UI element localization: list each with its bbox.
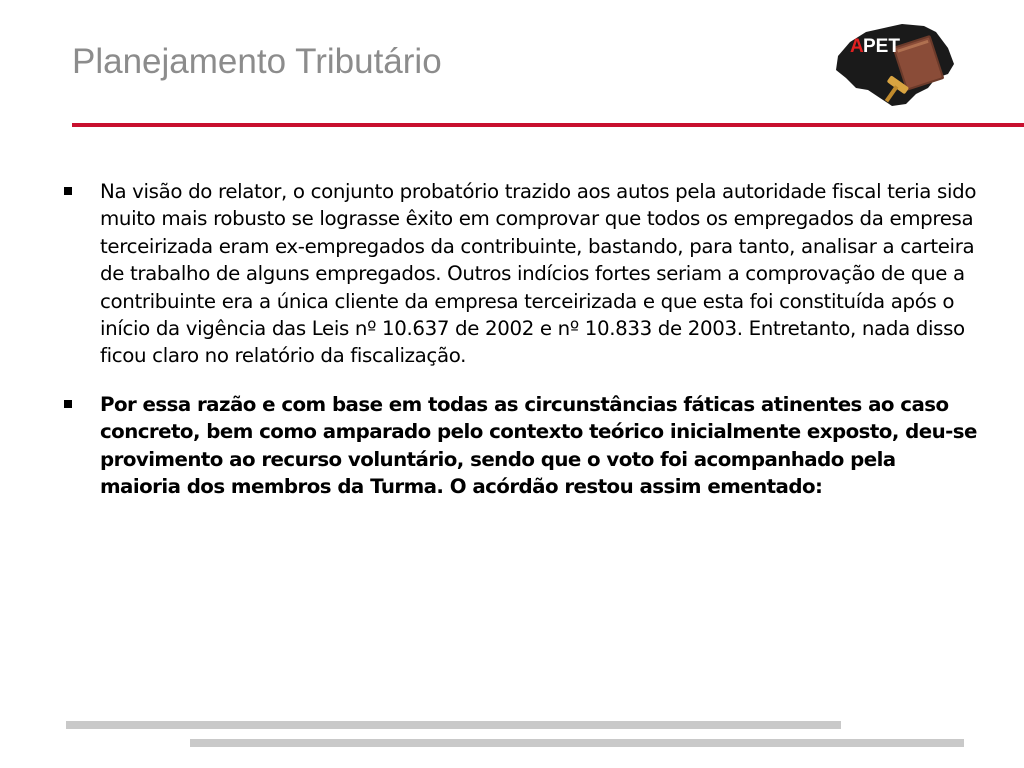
logo-text-accent: A: [850, 36, 864, 57]
bullet-item: [62, 178, 982, 370]
apet-logo: [832, 18, 956, 110]
slide-title: Planejamento Tributário: [72, 42, 442, 81]
footer-bar-lower: [190, 739, 964, 747]
apet-logo-icon: [832, 18, 956, 110]
square-bullet-icon: [64, 187, 72, 195]
logo-text-rest: PET: [863, 36, 900, 57]
bullet-item: [62, 391, 982, 501]
footer-bar-upper: [66, 721, 841, 729]
slide-body: [62, 178, 982, 500]
title-underline: [72, 123, 1024, 127]
square-bullet-icon: [64, 400, 72, 408]
bullet-text: Por essa razão e com base em todas as circunstâncias fáticas atinentes ao caso concreto, bem como amparado pelo contexto teórico inicialmente exposto, deu-se provimento ao recurso voluntário, sendo que o voto foi acompanhado pela maioria dos membros da Turma. O acórdão restou assim ementado:: [100, 392, 977, 499]
bullet-text: Na visão do relator, o conjunto probatório trazido aos autos pela autoridade fiscal teria sido muito mais robusto se lograsse êxito em comprovar que todos os empregados da empresa terceirizada eram ex-empregados da contribuinte, bastando, para tanto, analisar a carteira de trabalho de alguns empregados. Outros indícios fortes seriam a comprovação de que a contribuinte era a única cliente da empresa terceirizada e que esta foi constituída após o início da vigência das Leis nº 10.637 de 2002 e nº 10.833 de 2003. Entretanto, nada disso ficou claro no relatório da fiscalização.: [100, 180, 977, 368]
